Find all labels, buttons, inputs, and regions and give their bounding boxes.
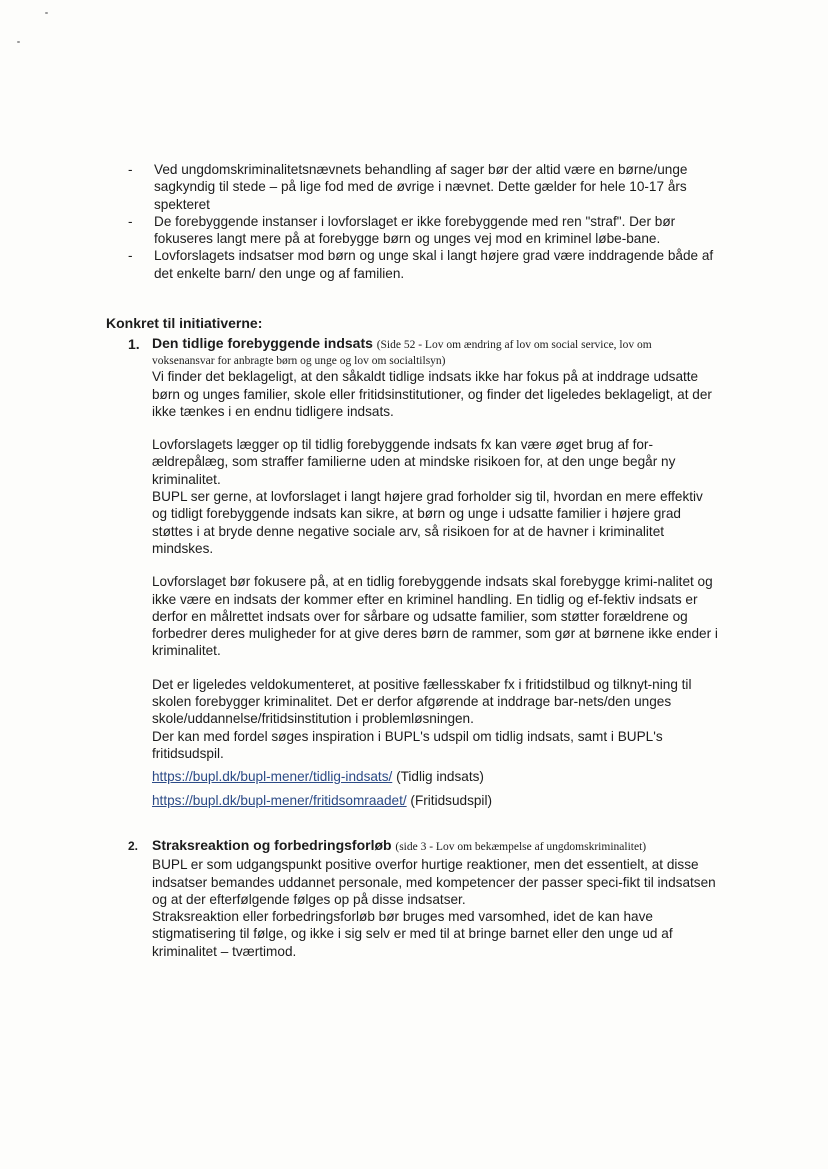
initiative-reference-cont: voksenansvar for anbragte børn og unge og lov om socialtilsyn) xyxy=(152,355,446,368)
initiative-title-line xyxy=(152,335,718,354)
bullet-text: Ved ungdomskriminalitetsnævnets behandling af sager bør der altid være en børne/unge sagkyndig til stede – på lige fod med de øvrige i nævnet. Dette gælder for hele 10-17 års spekteret xyxy=(154,162,688,212)
paragraph: Der kan med fordel søges inspiration i BUPL's udspil om tidlig indsats, samt i BUPL's fritidsudspil. xyxy=(152,728,663,761)
scan-speck xyxy=(17,41,20,43)
paragraph: Straksreaktion eller forbedringsforløb bør bruges med varsomhed, idet de kan have stigmatisering til følge, og ikke i sig selv er med til at bringe barnet eller den unge ud af kriminalitet – tværtimod. xyxy=(152,909,673,959)
initiative-number: 2. xyxy=(128,839,139,853)
link-label: (Fritidsudspil) xyxy=(410,792,492,808)
paragraph: BUPL ser gerne, at lovforslaget i langt højere grad forholder sig til, hvordan en mere effektiv og tidligt forebyggende indsats kan sikre, at børn og unge i udsatte familier i højere grad støttes i at bryde denne negative sociale arv, så risikoen for at de havner i kriminalitet mindskes. xyxy=(152,489,703,556)
fritidsomraadet-link[interactable]: https://bupl.dk/bupl-mener/fritidsomraadet/ xyxy=(152,792,407,808)
scan-speck xyxy=(45,12,48,14)
paragraph: BUPL er som udgangspunkt positive overfor hurtige reaktioner, men det essentielt, at disse indsatser bemandes uddannet personale, med kompetencer der passer speci-fikt til indsatsen og at der efterfølgende følges op på disse indsatser. xyxy=(152,857,716,907)
bullet-text: De forebyggende instanser i lovforslaget er ikke forebyggende med ren "straf". Der bør fokuseres langt mere på at forebygge børn og unges vej mod en kriminel løbe-bane. xyxy=(154,213,676,247)
bullet-marker: - xyxy=(128,162,133,177)
initiative-reference: (side 3 - Lov om bekæmpelse af ungdomskriminalitet) xyxy=(395,841,647,853)
initiative-title: Den tidlige forebyggende indsats xyxy=(152,335,373,351)
initiative-number: 1. xyxy=(128,336,140,352)
paragraph: Vi finder det beklageligt, at den såkaldt tidlige indsats ikke har fokus på at inddrage udsatte børn og unges familier, skole eller fritidsinstitutioner, og finder det ligeledes beklageligt, at der ikke tænkes i en endnu tidligere indsats. xyxy=(152,369,712,419)
section-heading: Konkret til initiativerne: xyxy=(106,315,263,331)
tidlig-indsats-link[interactable]: https://bupl.dk/bupl-mener/tidlig-indsats/ xyxy=(152,769,393,785)
bullet-item xyxy=(128,247,728,282)
initiative-1 xyxy=(128,335,718,809)
link-label: (Tidlig indsats) xyxy=(396,769,484,785)
bullet-item xyxy=(128,213,728,248)
initiative-title-line xyxy=(152,837,718,856)
link-line xyxy=(152,792,718,809)
bullet-text: Lovforslagets indsatser mod børn og unge skal i langt højere grad være inddragende både af det enkelte barn/ den unge og af familien. xyxy=(154,248,714,281)
bullet-marker: - xyxy=(128,213,133,229)
initiative-2 xyxy=(128,837,718,960)
bullet-item xyxy=(128,161,728,213)
paragraph: Lovforslagets lægger op til tidlig forebyggende indsats fx kan være øget brug af for-ældrepålæg, som straffer familierne uden at mindske risikoen for, at den unge begår ny kriminalitet. xyxy=(152,437,676,487)
link-line xyxy=(152,768,718,785)
paragraph: Lovforslaget bør fokusere på, at en tidlig forebyggende indsats skal forebygge krimi-nalitet og ikke være en indsats der kommer efter en kriminel handling. En tidlig og ef-fektiv indsats er derfor en målrettet indsats over for sårbare og udsatte familier, som støtter forældrene og forbedrer deres muligheder for at give deres børn de rammer, som gør at børnene ikke ender i kriminalitet. xyxy=(152,574,718,659)
initiative-title: Straksreaktion og forbedringsforløb xyxy=(152,837,392,853)
initiative-reference: (Side 52 - Lov om ændring af lov om social service, lov om xyxy=(376,339,652,351)
paragraph: Det er ligeledes veldokumenteret, at positive fællesskaber fx i fritidstilbud og tilknyt-ning til skolen forebygger kriminalitet. Det er derfor afgørende at inddrage bar-nets/den unges skole/uddannelse/fritidsinstitution i problemløsningen. xyxy=(152,676,692,727)
bullet-list xyxy=(128,161,728,282)
bullet-marker: - xyxy=(128,248,133,264)
